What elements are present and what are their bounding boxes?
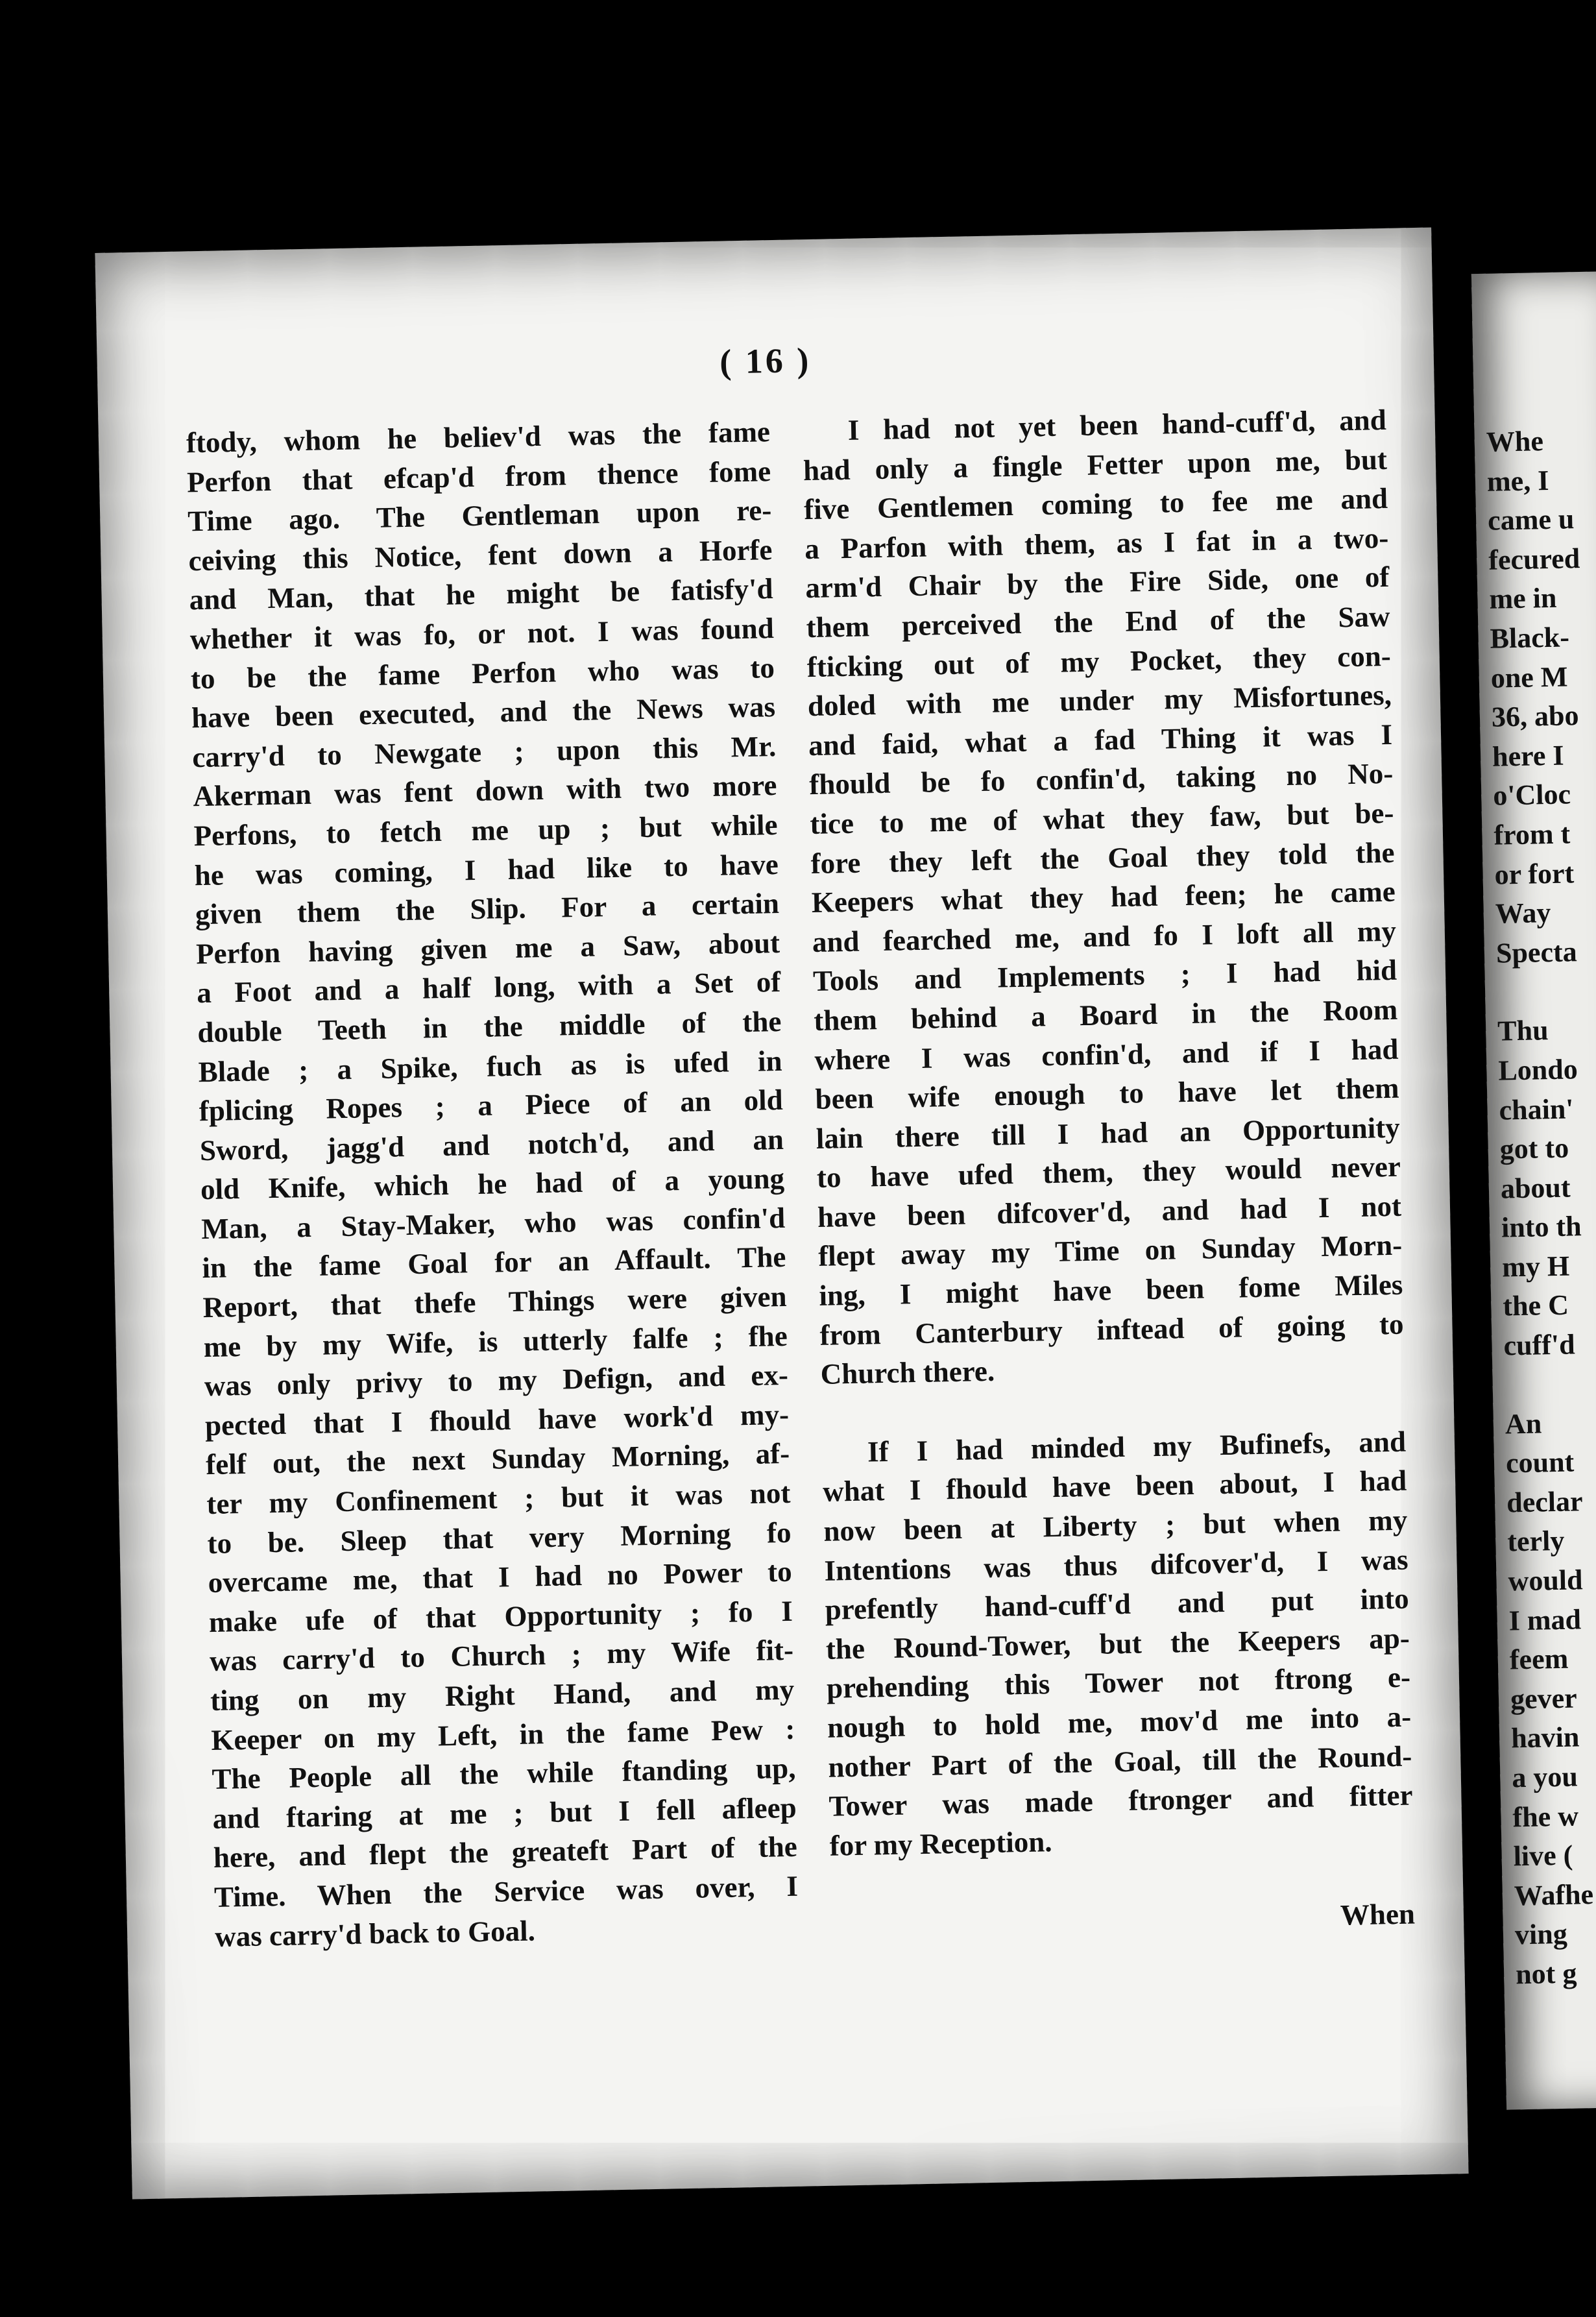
text-line: Perfon that efcap'd from thence fome [186, 454, 771, 498]
text-line: and faid, what a fad Thing it was I [808, 718, 1393, 762]
adjacent-text-fragment: count [1505, 1446, 1575, 1479]
adjacent-text-fragment: o'Cloc [1492, 778, 1571, 812]
adjacent-text-fragment: declar [1506, 1485, 1583, 1519]
text-line: I had not yet been hand-cuff'd, and [847, 403, 1387, 446]
text-line: here, and flept the greateft Part of the [213, 1830, 798, 1874]
text-line: flept away my Time on Sunday Morn- [817, 1229, 1403, 1273]
adjacent-text-fragment: chain' [1499, 1092, 1574, 1126]
adjacent-text-fragment: gever [1510, 1682, 1578, 1716]
text-line: to be the fame Perfon who was to [190, 651, 775, 695]
adjacent-page-edge [1471, 271, 1596, 2109]
adjacent-text-fragment: from t [1493, 818, 1571, 851]
right-column [802, 400, 1415, 1945]
text-line: Report, that thefe Things were given [202, 1280, 787, 1324]
text-line: Akerman was fent down with two more [193, 769, 777, 813]
text-line: have been difcover'd, and had I not [817, 1189, 1402, 1233]
text-line: carry'd to Newgate ; upon this Mr. [191, 729, 777, 774]
text-line: for my Reception. [829, 1825, 1052, 1862]
text-line: the Round-Tower, but the Keepers ap- [825, 1621, 1410, 1666]
text-line: ceiving this Notice, fent down a Horfe [188, 533, 773, 577]
adjacent-text-fragment: came u [1487, 503, 1575, 537]
adjacent-text-fragment: a you [1511, 1760, 1578, 1794]
text-line: Perfons, to fetch me up ; but while [193, 808, 778, 853]
adjacent-text-fragment: not g [1515, 1957, 1577, 1991]
text-line: a Parfon with them, as I fat in a two- [804, 521, 1389, 565]
text-line: have been executed, and the News was [191, 690, 776, 734]
text-line: was carry'd back to Goal. [214, 1914, 536, 1953]
adjacent-text-fragment: here I [1492, 739, 1564, 773]
adjacent-text-fragment: got to [1499, 1132, 1569, 1165]
text-line: had only a fingle Fetter upon me, but [803, 443, 1388, 487]
text-line: and Man, that he might be fatisfy'd [189, 572, 773, 616]
adjacent-text-fragment: fecured [1488, 542, 1580, 576]
adjacent-text-fragment: me in [1489, 582, 1557, 616]
text-line: Time. When the Service was over, I [213, 1869, 799, 1913]
text-line: Blade ; a Spike, fuch as is ufed in [198, 1044, 782, 1088]
text-line: where I was confin'd, and if I had [814, 1032, 1399, 1076]
text-line: given them the Slip. For a certain [195, 887, 780, 931]
text-line: double Teeth in the middle of the [197, 1004, 782, 1049]
adjacent-text-fragment: Black- [1490, 621, 1570, 655]
adjacent-text-fragment: cuff'd [1503, 1328, 1576, 1362]
text-line: in the fame Goal for an Affault. The [201, 1241, 786, 1285]
text-line: overcame me, that I had no Power to [208, 1555, 793, 1599]
text-line: from Canterbury inftead of going to [819, 1307, 1404, 1352]
adjacent-text-fragment: the C [1502, 1289, 1569, 1323]
text-line: Intentions was thus difcover'd, I was [824, 1543, 1409, 1587]
text-line: doled with me under my Misfortunes, [807, 678, 1392, 723]
adjacent-text-fragment: or fort [1494, 856, 1575, 891]
text-line: was only privy to my Defign, and ex- [204, 1359, 789, 1403]
text-line: arm'd Chair by the Fire Side, one of [805, 561, 1390, 605]
text-line: prehending this Tower not ftrong e- [826, 1660, 1411, 1705]
adjacent-text-fragment: havin [1510, 1721, 1580, 1754]
adjacent-text-fragment: An [1505, 1407, 1542, 1440]
text-line: whether it was fo, or not. I was found [189, 612, 775, 656]
adjacent-text-fragment: live ( [1513, 1839, 1573, 1873]
text-line: nough to hold me, mov'd me into a- [827, 1700, 1412, 1744]
text-line: old Knife, which he had of a young [200, 1162, 785, 1206]
text-line: five Gentlemen coming to fee me and [803, 482, 1388, 526]
text-line: The People all the while ftanding up, [212, 1751, 796, 1796]
adjacent-text-fragment: terly [1506, 1525, 1565, 1558]
text-line: them behind a Board in the Room [813, 993, 1398, 1037]
text-line: and ftaring at me ; but I fell afleep [212, 1791, 797, 1835]
text-line: them perceived the End of the Saw [806, 600, 1390, 644]
text-line: and fearched me, and fo I loft all my [812, 914, 1397, 958]
adjacent-text-fragment: Londo [1497, 1053, 1578, 1087]
book-page [95, 228, 1468, 2200]
text-line: Man, a Stay-Maker, who was confin'd [200, 1201, 786, 1246]
adjacent-text-fragment: would [1508, 1564, 1583, 1597]
text-line: been wife enough to have let them [815, 1071, 1399, 1116]
left-column [186, 412, 799, 1956]
adjacent-text-fragment: feem [1509, 1642, 1569, 1676]
text-line: fplicing Ropes ; a Piece of an old [199, 1084, 784, 1128]
catchword: When [1340, 1897, 1416, 1932]
adjacent-page-text [1486, 421, 1596, 1995]
text-line: tice to me of what they faw, but be- [810, 796, 1394, 840]
adjacent-text-fragment: Whe [1486, 425, 1544, 458]
text-line: Keepers what they had feen; he came [811, 875, 1396, 919]
text-line: pected that I fhould have work'd my- [204, 1398, 790, 1442]
adjacent-text-fragment: I mad [1508, 1603, 1582, 1637]
text-line: ing, I might have been fome Miles [818, 1268, 1403, 1312]
text-line: to have ufed them, they would never [816, 1150, 1401, 1195]
adjacent-text-fragment: fhe w [1512, 1800, 1579, 1833]
adjacent-text-fragment: Wafhe [1514, 1878, 1594, 1912]
text-line: fhould be fo confin'd, taking no No- [808, 757, 1394, 801]
adjacent-text-fragment: Way [1495, 897, 1551, 930]
adjacent-text-fragment: into th [1501, 1210, 1582, 1244]
text-line: he was coming, I had like to have [194, 847, 779, 892]
page-number: ( 16 ) [719, 340, 812, 382]
adjacent-text-fragment: ving [1514, 1918, 1568, 1951]
text-line: a Foot and a half long, with a Set of [196, 965, 781, 1010]
text-line: Church there. [820, 1355, 995, 1391]
text-line: make ufe of that Opportunity ; fo I [208, 1594, 793, 1638]
text-line: was carry'd to Church ; my Wife fit- [209, 1634, 794, 1678]
text-line: nother Part of the Goal, till the Round- [827, 1740, 1412, 1784]
adjacent-text-fragment: about [1500, 1171, 1571, 1205]
text-line: ting on my Right Hand, and my [210, 1673, 795, 1717]
adjacent-text-fragment: me, I [1486, 464, 1549, 498]
text-line: what I fhould have been about, I had [822, 1464, 1407, 1509]
adjacent-text-fragment: 36, abo [1491, 699, 1579, 733]
text-line: If I had minded my Bufinefs, and [867, 1425, 1407, 1468]
text-line: lain there till I had an Opportunity [816, 1111, 1401, 1155]
text-line: to be. Sleep that very Morning fo [207, 1516, 792, 1560]
adjacent-text-fragment: one M [1490, 661, 1568, 694]
text-line: felf out, the next Sunday Morning, af- [205, 1437, 790, 1481]
text-line: Keeper on my Left, in the fame Pew : [210, 1712, 795, 1756]
text-line: me by my Wife, is utterly falfe ; fhe [203, 1319, 788, 1363]
adjacent-text-fragment: Specta [1495, 935, 1578, 969]
text-line: Time ago. The Gentleman upon re- [187, 494, 772, 538]
text-line: ter my Confinement ; but it was not [206, 1476, 791, 1521]
text-line: now been at Liberty ; but when my [823, 1503, 1408, 1547]
text-line: ftody, whom he believ'd was the fame [186, 415, 771, 459]
text-line: prefently hand-cuff'd and put into [825, 1582, 1410, 1627]
text-line: fore they left the Goal they told the [810, 836, 1395, 880]
adjacent-text-fragment: Thu [1497, 1014, 1549, 1047]
text-line: Tools and Implements ; I had hid [812, 954, 1397, 998]
text-line: fticking out of my Pocket, they con- [806, 639, 1392, 683]
text-line: Perfon having given me a Saw, about [195, 926, 780, 970]
text-line: Tower was made ftronger and fitter [828, 1778, 1413, 1823]
text-line: Sword, jagg'd and notch'd, and an [199, 1122, 784, 1167]
adjacent-text-fragment: my H [1501, 1250, 1570, 1283]
